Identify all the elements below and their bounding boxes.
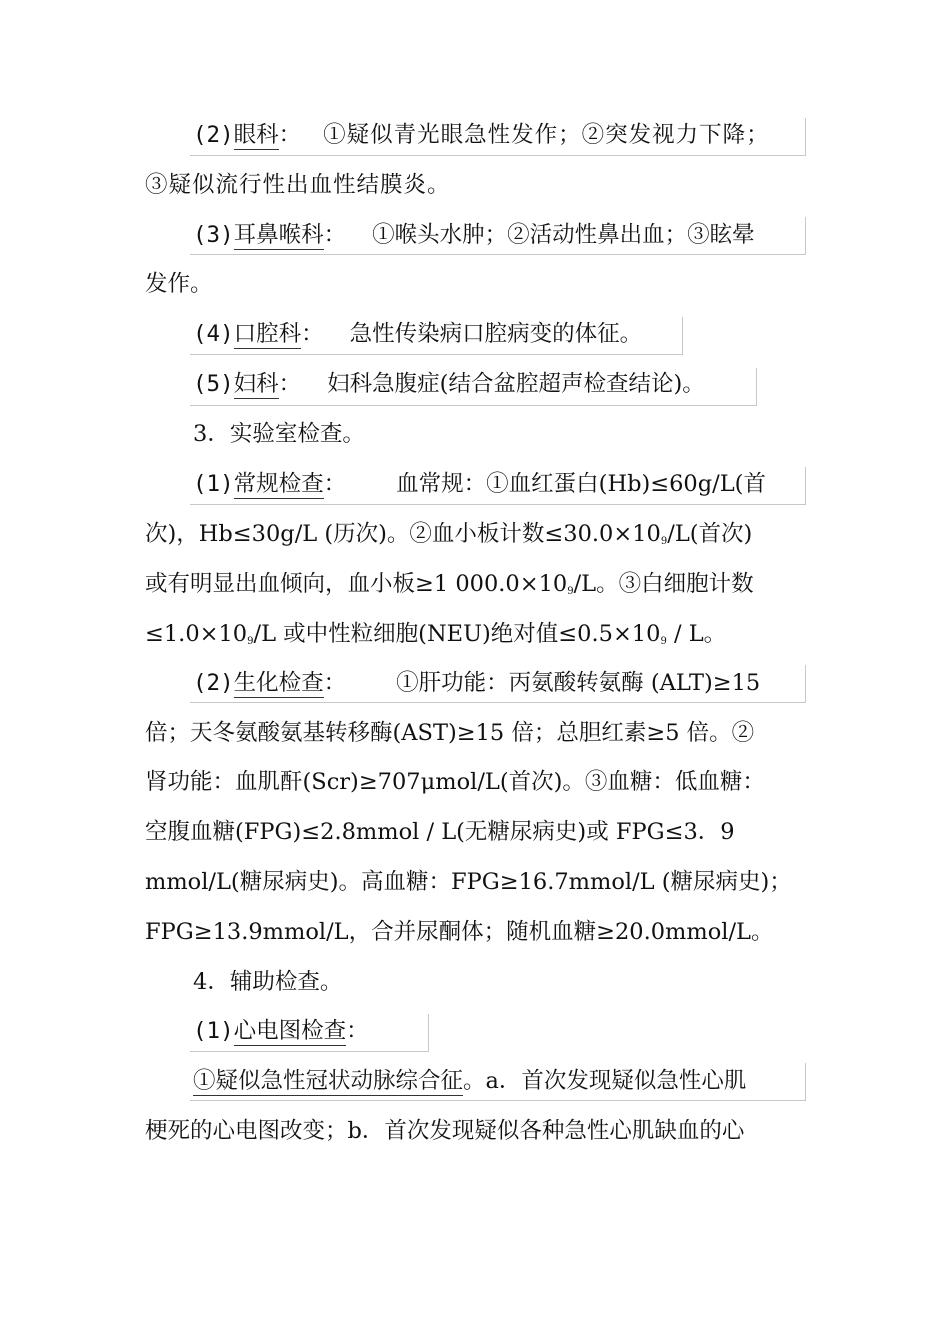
- eye-num: (2): [193, 122, 234, 148]
- ent-num: (3): [193, 222, 234, 248]
- biochem-colon: ：: [323, 670, 347, 696]
- routine-line-3: [145, 564, 810, 604]
- eye-items: ①疑似青光眼急性发作；②突发视力下降；: [323, 122, 770, 148]
- routine-sub-4: 9: [247, 636, 254, 647]
- routine-text-1: 血常规：①血红蛋白(Hb)≤60g/L(首: [396, 471, 766, 497]
- ecg-colon: ：: [346, 1018, 369, 1044]
- oral-text: 急性传染病口腔病变的体征。: [349, 321, 643, 347]
- biochem-line-5: mmol/L(糖尿病史)。高血糖：FPG≥16.7mmol/L (糖尿病史)；: [145, 869, 792, 895]
- routine-text-2-end: /L(首次): [667, 521, 753, 547]
- gyn-text: 妇科急腹症(结合盆腔超声检查结论)。: [327, 371, 705, 397]
- biochem-line-4: 空腹血糖(FPG)≤2.8mmol / L(无糖尿病史)或 FPG≤3．9: [145, 819, 735, 845]
- ecg-line: [193, 1011, 810, 1051]
- gyn-line: [193, 364, 810, 404]
- biochem-title: 生化检查: [233, 670, 324, 696]
- aux-heading: 4．辅助检查。: [193, 969, 343, 995]
- routine-line-2: [145, 514, 810, 554]
- ecg-title: 心电图检查: [233, 1018, 347, 1044]
- acs-text: 。a．首次发现疑似急性心肌: [463, 1068, 747, 1094]
- routine-sub-4b: 9: [660, 636, 667, 647]
- routine-sub-2: 9: [660, 536, 668, 547]
- eye-title: 眼科: [233, 122, 279, 148]
- routine-line-1: [193, 464, 810, 504]
- biochem-line-3: 肾功能：血肌酐(Scr)≥707μmol/L(首次)。③血糖：低血糖：: [145, 769, 765, 795]
- acs-title: ①疑似急性冠状动脉综合征: [193, 1068, 464, 1094]
- ent-colon: ：: [323, 222, 347, 248]
- ecg-num: (1): [193, 1018, 234, 1044]
- ent-line: [193, 215, 810, 255]
- routine-colon: ：: [323, 471, 347, 497]
- routine-sub-3: 9: [567, 586, 574, 597]
- oral-num: (4): [193, 321, 234, 347]
- routine-text-4-end: / L。: [666, 621, 727, 647]
- eye-line: [193, 115, 810, 155]
- routine-title: 常规检查: [233, 471, 324, 497]
- biochem-line-2: 倍；天冬氨酸氨基转移酶(AST)≥15 倍；总胆红素≥5 倍。②: [145, 720, 755, 746]
- gyn-title: 妇科: [233, 371, 279, 397]
- biochem-line-1: [193, 663, 810, 703]
- routine-line-4: [145, 614, 810, 654]
- routine-text-3-end: /L。③白细胞计数: [573, 571, 754, 597]
- gyn-colon: ：: [278, 371, 302, 397]
- routine-text-2: 次)，Hb≤30g/L (历次)。②血小板计数≤30.0×10: [145, 521, 661, 547]
- routine-num: (1): [193, 471, 234, 497]
- ecg-cont: 梗死的心电图改变；b．首次发现疑似各种急性心肌缺血的心: [145, 1118, 745, 1144]
- biochem-num: (2): [193, 670, 234, 696]
- eye-cont: ③疑似流行性出血性结膜炎。: [145, 172, 451, 198]
- routine-text-4-mid: /L 或中性粒细胞(NEU)绝对值≤0.5×10: [253, 621, 661, 647]
- gyn-num: (5): [193, 371, 234, 397]
- ent-items: ①喉头水肿；②活动性鼻出血；③眩晕: [372, 222, 755, 248]
- routine-text-3: 或有明显出血倾向，血小板≥1 000.0×10: [145, 571, 568, 597]
- ent-title: 耳鼻喉科: [233, 222, 324, 248]
- biochem-text-1: ①肝功能：丙氨酸转氨酶 (ALT)≥15: [396, 670, 761, 696]
- ent-cont: 发作。: [145, 271, 213, 297]
- oral-colon: ：: [301, 321, 324, 347]
- oral-line: [193, 314, 810, 354]
- routine-text-4: ≤1.0×10: [145, 621, 248, 647]
- lab-heading: 3．实验室检查。: [193, 421, 365, 447]
- acs-line: [193, 1061, 810, 1101]
- biochem-line-6: FPG≥13.9mmol/L，合并尿酮体；随机血糖≥20.0mmol/L。: [145, 919, 774, 945]
- eye-colon: ：: [278, 122, 302, 148]
- oral-title: 口腔科: [233, 321, 302, 347]
